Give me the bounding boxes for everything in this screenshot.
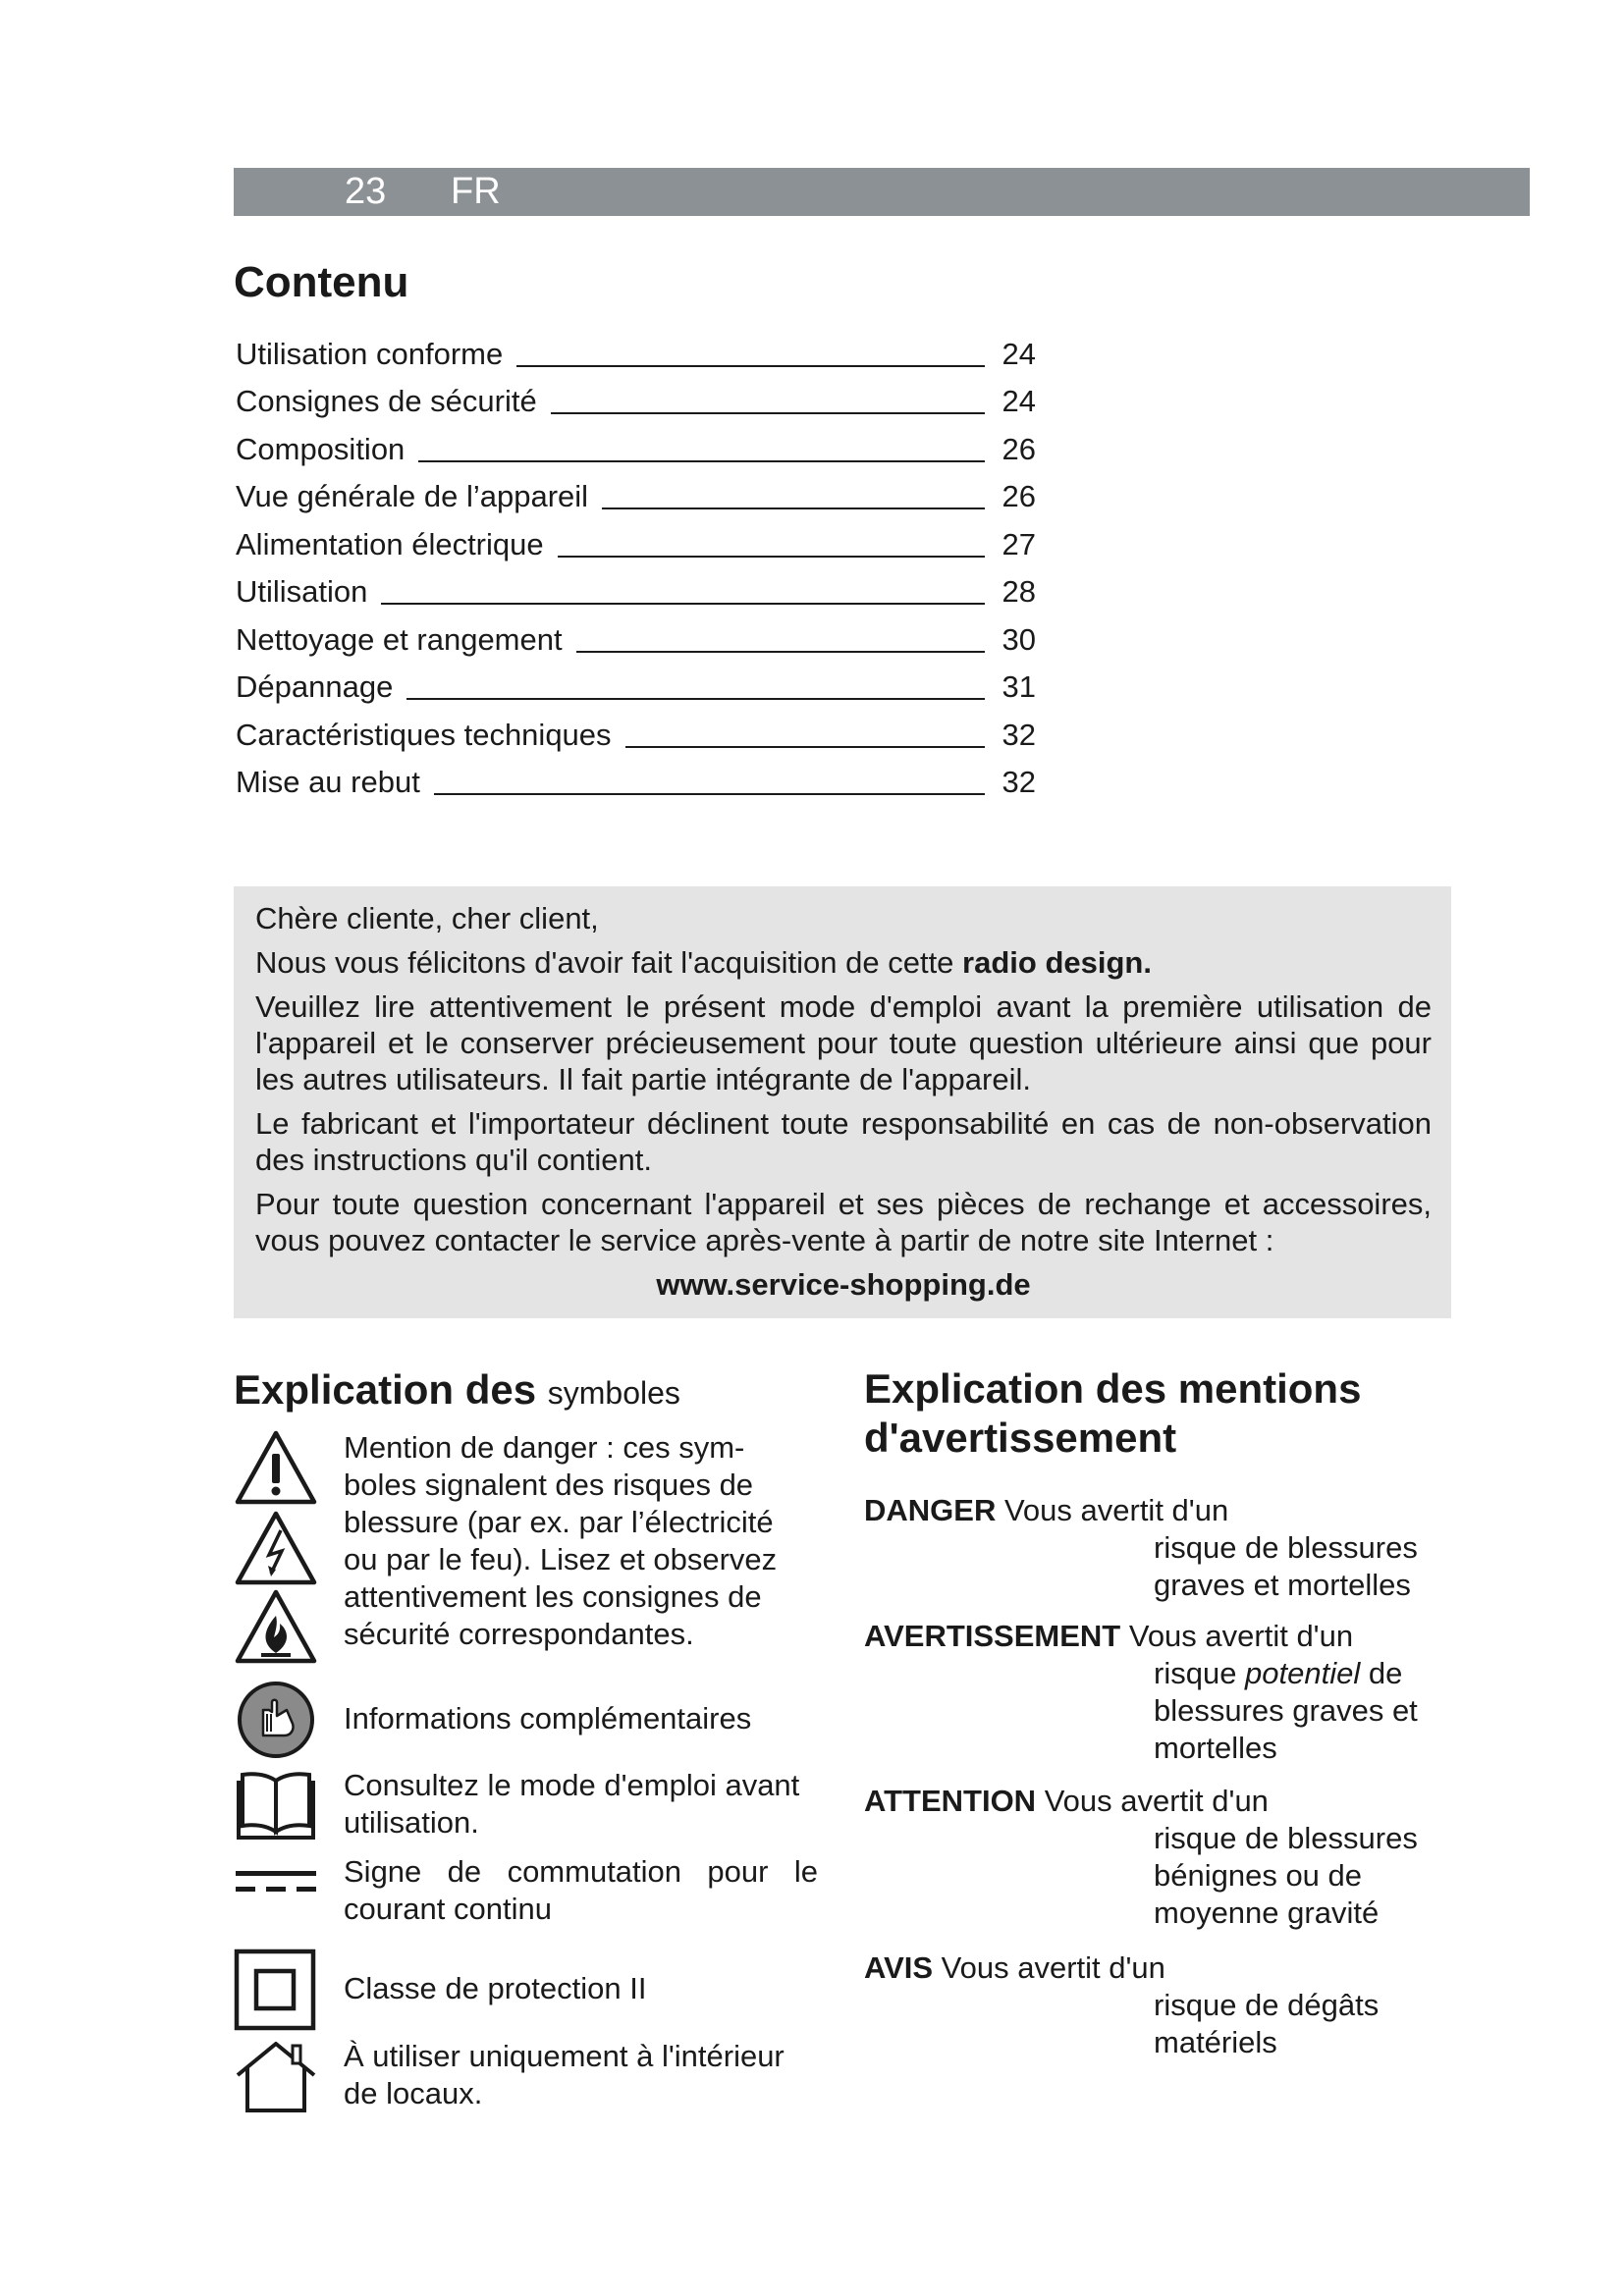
toc-entry-label: Consignes de sécurité	[236, 384, 537, 418]
read-manual-icon	[234, 1767, 318, 1845]
info-description: Informations complémentaires	[344, 1701, 752, 1735]
customer-intro-box	[234, 886, 1451, 1318]
warning-term-lead: Vous avertit d'un	[1036, 1784, 1269, 1818]
warning-term-lead: Vous avertit d'un	[933, 1950, 1165, 1985]
dc-text-line: courant continu	[344, 1892, 552, 1926]
toc-entry-page: 27	[1001, 526, 1036, 561]
warning-terms-section	[864, 1364, 1453, 2059]
toc-entry-label: Caractéristiques techniques	[236, 717, 612, 752]
warning-term-label: ATTENTION	[864, 1784, 1037, 1818]
intro-product-name: radio design.	[962, 945, 1152, 980]
toc-entry-page: 31	[1001, 669, 1036, 704]
toc-entry[interactable]	[236, 419, 1036, 467]
toc-entry-label: Composition	[236, 431, 406, 466]
warning-terms-title	[864, 1364, 1453, 1463]
toc-entry-label: Utilisation conforme	[236, 336, 504, 371]
warning-term-description: risque de blessures graves et mortelles	[1154, 1530, 1418, 1602]
warning-term-danger	[864, 1492, 1453, 1604]
toc-entry-page: 28	[1001, 574, 1036, 609]
toc-entry[interactable]	[236, 753, 1036, 801]
toc-entry[interactable]	[236, 467, 1036, 515]
toc-leader-line	[434, 793, 985, 795]
warning-term-label: AVIS	[864, 1950, 934, 1985]
toc-entry-page: 24	[1001, 336, 1036, 371]
toc-leader-line	[625, 746, 985, 748]
warning-term-description	[1154, 1655, 1453, 1767]
protection-class-row	[234, 1949, 818, 2033]
toc-leader-line	[576, 651, 985, 653]
table-of-contents	[236, 324, 1036, 800]
warning-term-label: DANGER	[864, 1493, 997, 1527]
intro-paragraph: Le fabricant et l'importateur déclinent toute responsabilité en cas de non-observation des instructions qu'il contient.	[255, 1106, 1432, 1177]
manual-symbol-row	[234, 1767, 818, 1845]
warning-term-label: AVERTISSEMENT	[864, 1619, 1121, 1653]
intro-paragraph: Pour toute question concernant l'appareil et ses pièces de rechange et accessoires, vous pouvez contacter le service après-vente à partir de notre site Internet :	[255, 1187, 1432, 1257]
info-hand-icon	[234, 1681, 318, 1759]
warning-title-line: Explication des mentions	[864, 1365, 1362, 1412]
toc-leader-line	[602, 507, 985, 509]
danger-text-line: attentivement les consignes de	[344, 1579, 762, 1614]
fire-hazard-icon	[238, 1592, 314, 1661]
toc-entry-label: Alimentation électrique	[236, 526, 544, 561]
warning-title-line: d'avertissement	[864, 1415, 1177, 1461]
warning-term-avis	[864, 1949, 1453, 2061]
toc-entry-page: 26	[1001, 431, 1036, 466]
toc-entry[interactable]	[236, 324, 1036, 372]
direct-current-icon	[234, 1853, 318, 1932]
danger-description	[344, 1429, 818, 1653]
toc-entry-page: 24	[1001, 384, 1036, 418]
warning-triangle-icon	[238, 1433, 314, 1502]
toc-entry-label: Mise au rebut	[236, 765, 420, 799]
toc-leader-line	[516, 365, 985, 367]
danger-icons	[234, 1429, 318, 1665]
intro-congrats-text: Nous vous félicitons d'avoir fait l'acquisition de cette	[255, 945, 963, 980]
dc-symbol-row	[234, 1853, 818, 1932]
page-number: 23	[345, 171, 387, 212]
toc-entry[interactable]	[236, 658, 1036, 706]
intro-congrats	[255, 944, 1432, 981]
desc-text: risque	[1154, 1656, 1246, 1690]
toc-entry-page: 32	[1001, 765, 1036, 799]
indoor-description: À utiliser uniquement à l'intérieur de locaux.	[344, 2039, 785, 2110]
danger-symbols-row	[234, 1429, 818, 1665]
warning-term-description: risque de blessures bénignes ou de moyenne gravité	[1154, 1821, 1418, 1930]
symbols-title-main: Explication des	[234, 1366, 537, 1413]
toc-leader-line	[558, 556, 985, 558]
warning-term-lead: Vous avertit d'un	[1120, 1619, 1354, 1653]
warning-term-avertissement	[864, 1618, 1453, 1767]
page-header-bar	[234, 168, 1530, 216]
toc-entry[interactable]	[236, 610, 1036, 658]
symbols-title	[234, 1364, 818, 1418]
indoor-use-house-icon	[234, 2038, 318, 2116]
danger-text-line: boles signalent des risques de	[344, 1468, 754, 1502]
danger-text-line: ou par le feu). Lisez et observez	[344, 1542, 778, 1576]
danger-text-line: sécurité correspondantes.	[344, 1617, 694, 1651]
protection-description: Classe de protection II	[344, 1971, 647, 2005]
toc-leader-line	[551, 412, 985, 414]
toc-entry[interactable]	[236, 514, 1036, 562]
service-url[interactable]: www.service-shopping.de	[656, 1267, 1031, 1302]
warning-term-attention	[864, 1783, 1453, 1932]
toc-entry-label: Nettoyage et rangement	[236, 621, 563, 657]
manual-description: Consultez le mode d'emploi avant utilisation.	[344, 1768, 800, 1840]
indoor-symbol-row	[234, 2038, 818, 2126]
intro-greeting: Chère cliente, cher client,	[255, 901, 599, 935]
toc-entry-label: Dépannage	[236, 669, 394, 704]
toc-entry-page: 26	[1001, 479, 1036, 513]
toc-entry-page: 30	[1001, 621, 1036, 657]
toc-title: Contenu	[234, 258, 409, 306]
toc-entry-page: 32	[1001, 717, 1036, 752]
danger-text-line: blessure (par ex. par l’électricité	[344, 1505, 774, 1539]
dc-text-line: Signe de commutation pour le	[344, 1854, 818, 1889]
toc-leader-line	[381, 603, 985, 605]
intro-paragraph: Veuillez lire attentivement le présent mode d'emploi avant la première utilisation de l'appareil et le conserver précieusement pour toute question ultérieure ainsi que pour les autres utilisateurs. Il fait partie intégrante de l'appareil.	[255, 989, 1432, 1096]
toc-leader-line	[406, 698, 985, 700]
warning-term-lead: Vous avertit d'un	[996, 1493, 1229, 1527]
toc-entry-label: Vue générale de l’appareil	[236, 479, 589, 513]
language-code: FR	[451, 171, 501, 212]
warning-term-description: risque de dégâts matériels	[1154, 1988, 1380, 2059]
electric-shock-icon	[238, 1514, 314, 1582]
toc-entry[interactable]	[236, 562, 1036, 611]
toc-entry-label: Utilisation	[236, 574, 368, 609]
toc-entry[interactable]	[236, 372, 1036, 420]
symbols-title-small: symboles	[547, 1375, 680, 1411]
protection-class-ii-icon	[234, 1949, 318, 2033]
toc-leader-line	[418, 460, 985, 462]
info-symbol-row	[234, 1681, 818, 1759]
desc-text: de blessures graves et mortelles	[1154, 1656, 1418, 1765]
dc-description	[344, 1853, 818, 1928]
symbols-section	[234, 1364, 818, 2110]
desc-emphasis: potentiel	[1245, 1656, 1361, 1690]
toc-entry[interactable]	[236, 705, 1036, 753]
danger-text-line: Mention de danger : ces sym-	[344, 1430, 745, 1465]
